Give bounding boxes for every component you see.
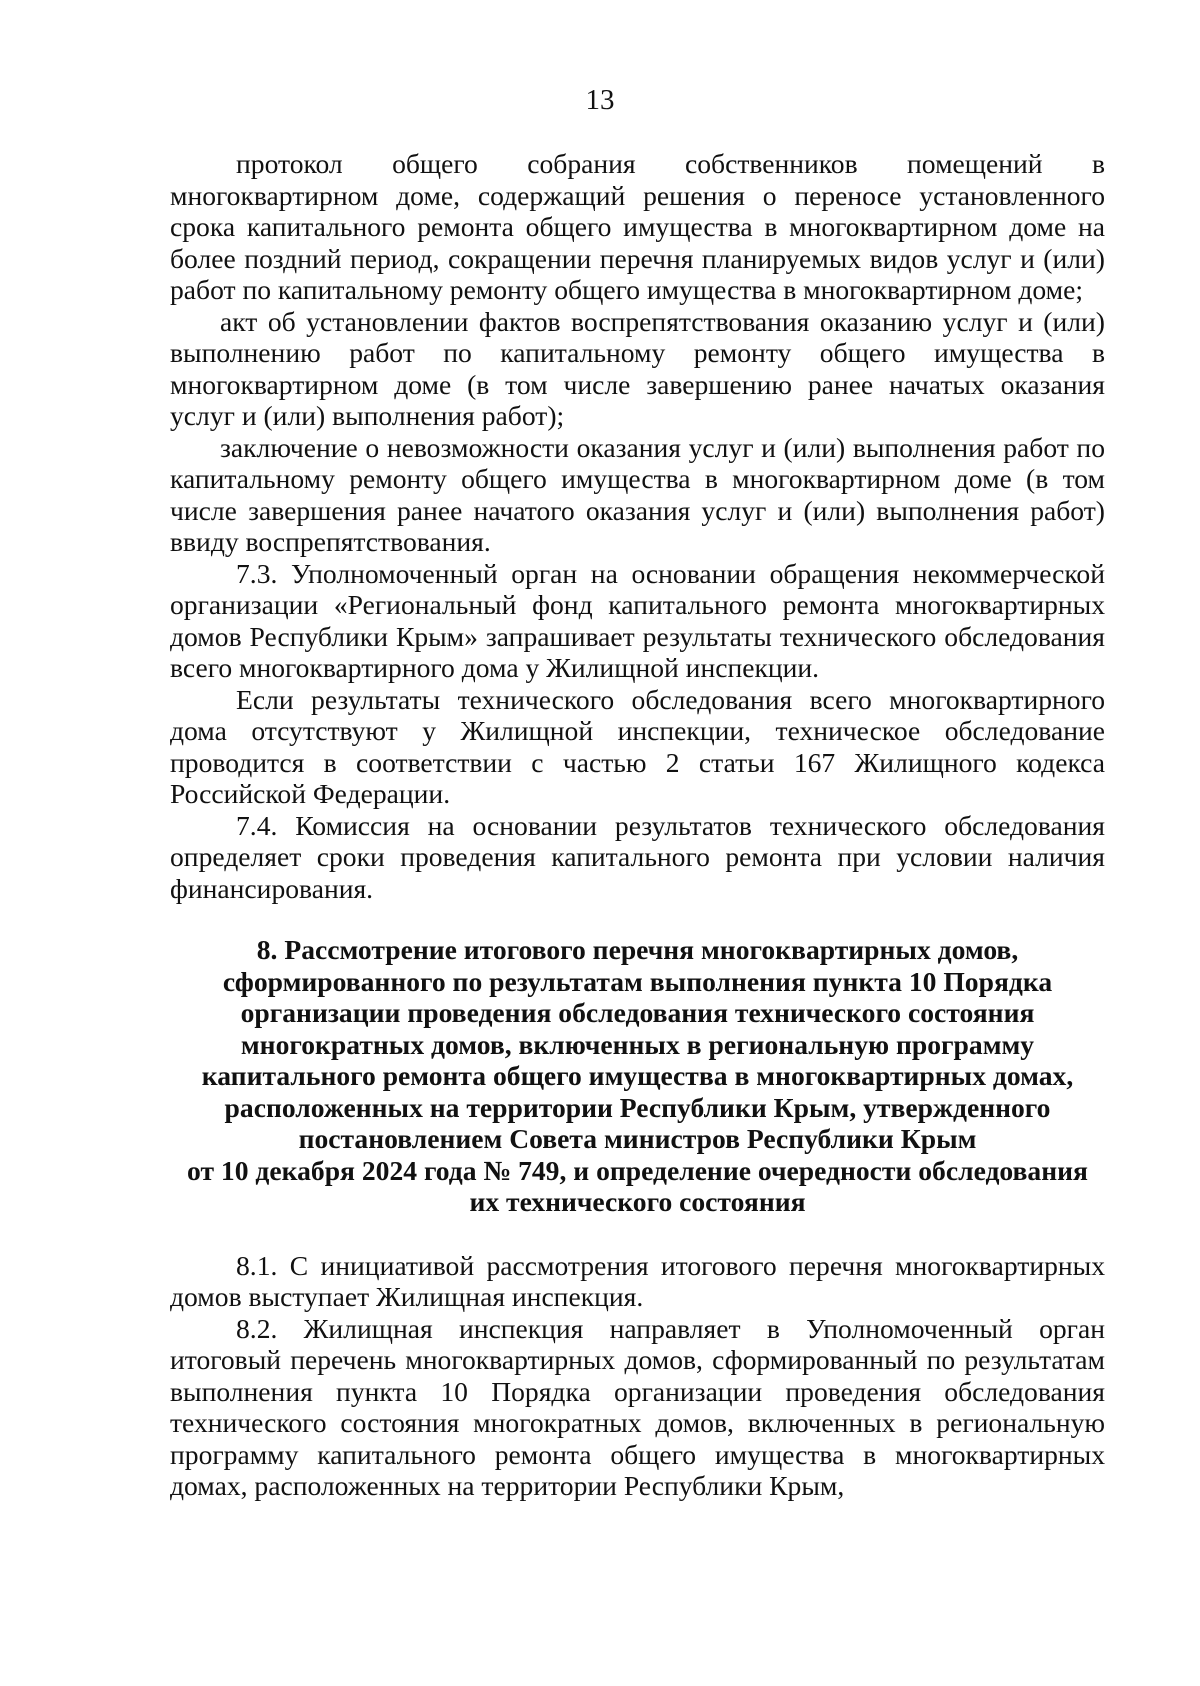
paragraph-act: акт об установлении фактов воспрепятствования оказанию услуг и (или) выполнению работ по капитальному ремонту общего имущества в многоквартирном доме (в том числе завершению ранее начатых оказания услуг и (или) выполнения работ);	[170, 305, 1105, 431]
page-number: 13	[585, 84, 615, 116]
heading-line: капитального ремонта общего имущества в многоквартирных домах,	[201, 1060, 1074, 1091]
heading-line: от 10 декабря 2024 года № 749, и определение очередности обследования	[187, 1154, 1088, 1186]
paragraph-8-2: 8.2. Жилищная инспекция направляет в Уполномоченный орган итоговый перечень многоквартирных домов, сформированный по результатам выполнения пункта 10 Порядка организации проведения обследования технического состояния многократных домов, включенных в региональную программу капитального ремонта общего имущества в многоквартирных домах, расположенных на территории Республики Крым,	[170, 1312, 1105, 1501]
paragraph-7-4: 7.4. Комиссия на основании результатов технического обследования определяет сроки проведения капитального ремонта при условии наличия финансирования.	[170, 809, 1105, 904]
paragraph-conclusion: заключение о невозможности оказания услуг и (или) выполнения работ по капитальному ремонту общего имущества в многоквартирном доме (в том числе завершения ранее начатого оказания услуг и (или) выполнения работ) ввиду воспрепятствования.	[170, 431, 1105, 557]
heading-line: сформированного по результатам выполнения пункта 10 Порядка	[222, 965, 1053, 997]
document-body	[170, 148, 1105, 1502]
heading-line: 8. Рассмотрение итогового перечня многоквартирных домов,	[256, 934, 1019, 965]
heading-line: расположенных на территории Республики Крым, утвержденного	[224, 1091, 1051, 1123]
heading-line: организации проведения обследования технического состояния	[240, 997, 1035, 1028]
paragraph-7-3-continued: Если результаты технического обследования всего многоквартирного дома отсутствуют у Жилищной инспекции, техническое обследование проводится в соответствии с частью 2 статьи 167 Жилищного кодекса Российской Федерации.	[170, 683, 1105, 809]
paragraph-7-3: 7.3. Уполномоченный орган на основании обращения некоммерческой организации «Региональный фонд капитального ремонта многоквартирных домов Республики Крым» запрашивает результаты технического обследования всего многоквартирного дома у Жилищной инспекции.	[170, 557, 1105, 683]
heading-line: многократных домов, включенных в региональную программу	[240, 1028, 1035, 1060]
paragraph-8-1: 8.1. С инициативой рассмотрения итогового перечня многоквартирных домов выступает Жилищная инспекция.	[170, 1249, 1105, 1312]
paragraph-protocol: протокол общего собрания собственников помещений в многоквартирном доме, содержащий решения о переносе установленного срока капитального ремонта общего имущества в многоквартирном доме на более поздний период, сокращении перечня планируемых видов услуг и (или) работ по капитальному ремонту общего имущества в многоквартирном доме;	[170, 148, 1105, 305]
heading-line: их технического состояния	[469, 1186, 806, 1217]
section-8-heading	[170, 934, 1105, 1218]
heading-line: постановлением Совета министров Республики Крым	[298, 1123, 977, 1154]
